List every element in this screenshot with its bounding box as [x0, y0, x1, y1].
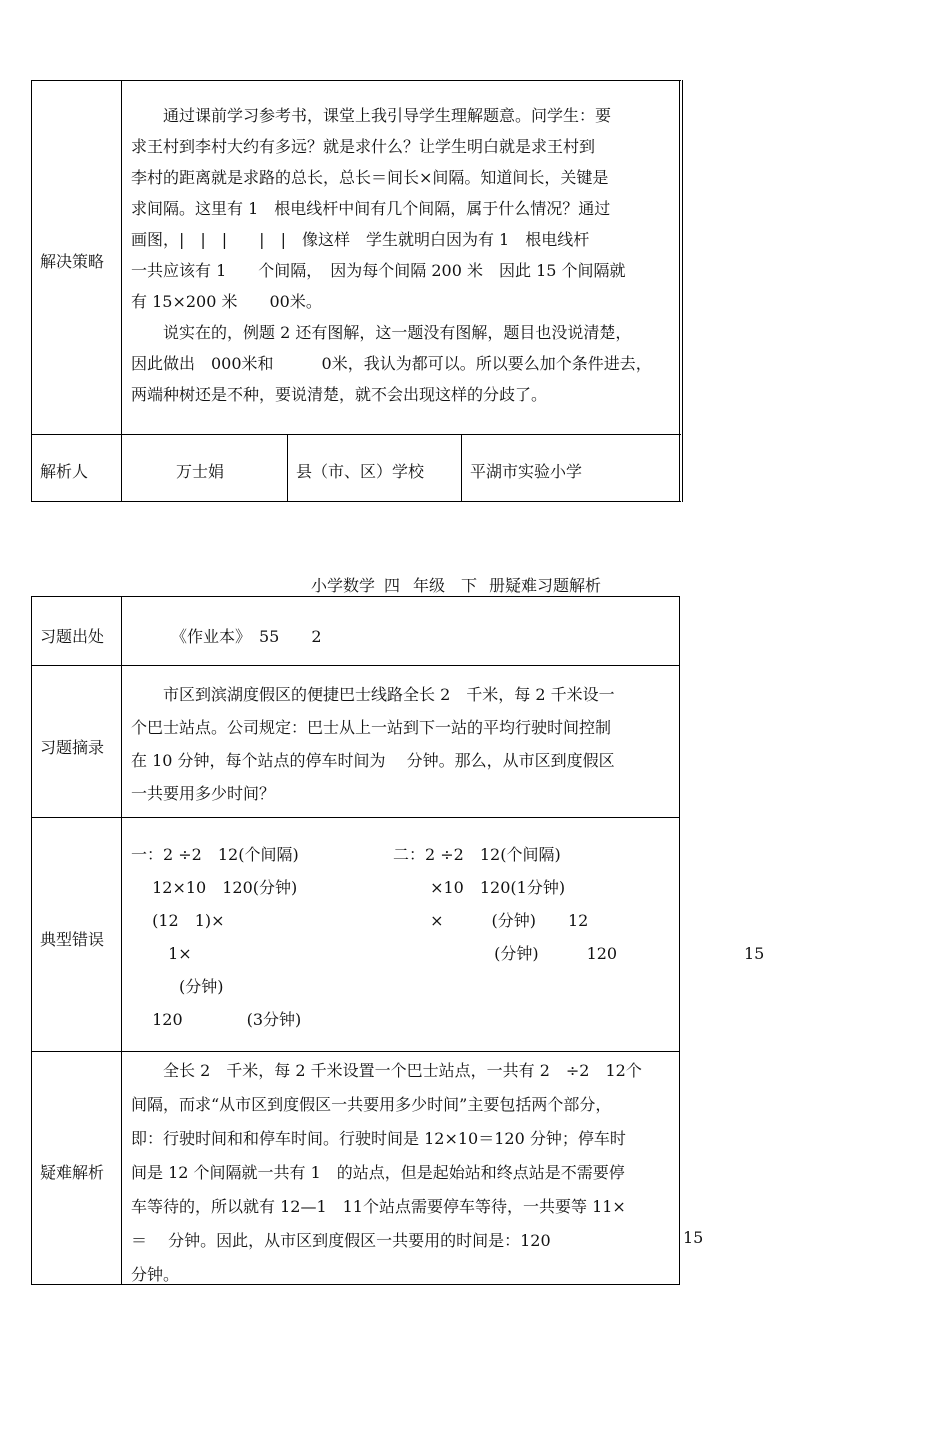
errors-margin-number: 15 [744, 944, 765, 963]
table2-divider-1 [31, 665, 680, 666]
table2-divider-2 [31, 817, 680, 818]
excerpt-label: 习题摘录 [40, 738, 105, 757]
heading-grade: 四 [375, 573, 409, 597]
text-line: 求王村到李村大约有多远？就是求什么？让学生明白就是求王村到 [131, 137, 596, 156]
text-line: 一：2 ÷2 12(个间隔) [131, 845, 299, 864]
table1-border-left [31, 80, 32, 502]
school-label: 县（市、区）学校 [296, 462, 425, 481]
heading-prefix: 小学数学 [311, 576, 376, 595]
table1-border-right-double [682, 80, 683, 502]
text-line: 画图，| | | | | 像这样 学生就明白因为有 1 根电线杆 [131, 230, 590, 249]
section-heading [311, 573, 601, 597]
text-line: 全长 2 千米，每 2 千米设置一个巴士站点，一共有 2 ÷2 12个 [131, 1061, 642, 1080]
table1-divider [31, 434, 681, 435]
source-text: 《作业本》 55 2 [171, 627, 322, 646]
analysis-margin-number: 15 [683, 1228, 704, 1247]
text-line: 二：2 ÷2 12(个间隔) [393, 845, 561, 864]
text-line: × (分钟) 12 [393, 911, 589, 930]
table1-label-divider [121, 80, 122, 502]
text-line: 个巴士站点。公司规定：巴士从上一站到下一站的平均行驶时间控制 [131, 718, 612, 737]
table1-cell-divider-2 [461, 434, 462, 502]
table2-border-right [679, 596, 680, 1285]
strategy-text [131, 100, 652, 410]
table2-border-left [31, 596, 32, 1285]
text-line: 12×10 120(分钟) [131, 878, 298, 897]
table1-border-right [679, 80, 680, 502]
text-line: 分钟。 [131, 1265, 180, 1284]
text-line: 有 15×200 米 00米。 [131, 292, 322, 311]
table1-border-top [31, 80, 681, 81]
text-line: 1× [131, 944, 192, 963]
errors-method-two [393, 838, 617, 970]
text-line: 市区到滨湖度假区的便捷巴士线路全长 2 千米，每 2 千米设一 [131, 685, 615, 704]
text-line: 车等待的，所以就有 12—1 11个站点需要停车等待，一共要等 11× [131, 1197, 626, 1216]
analyst-name: 万士娟 [176, 462, 225, 481]
strategy-label: 解决策略 [40, 252, 105, 271]
table2-border-top [31, 596, 680, 597]
analysis-label: 疑难解析 [40, 1163, 105, 1182]
text-line: 120 (3分钟) [131, 1010, 302, 1029]
table2-label-divider [121, 596, 122, 1285]
text-line: (12 1)× [131, 911, 225, 930]
text-line: 在 10 分钟，每个站点的停车时间为 分钟。那么，从市区到度假区 [131, 751, 615, 770]
analysis-text [131, 1054, 642, 1292]
source-label: 习题出处 [40, 627, 105, 646]
excerpt-text [131, 679, 615, 811]
heading-suffix: 册疑难习题解析 [489, 576, 602, 595]
analyst-label: 解析人 [40, 462, 89, 481]
text-line: ＝ 分钟。因此，从市区到度假区一共要用的时间是：120 [131, 1231, 551, 1250]
table1-cell-divider-1 [287, 434, 288, 502]
errors-method-one [131, 838, 301, 1036]
text-line: (分钟) 120 [393, 944, 618, 963]
text-line: 因此做出 000米和 0米，我认为都可以。所以要么加个条件进去， [131, 354, 652, 373]
text-line: ×10 120(1分钟) [393, 878, 566, 897]
text-line: 通过课前学习参考书，课堂上我引导学生理解题意。问学生：要 [131, 106, 612, 125]
heading-grade-suffix: 年级 [413, 576, 446, 595]
text-line: 即：行驶时间和和停车时间。行驶时间是 12×10＝120 分钟；停车时 [131, 1129, 626, 1148]
text-line: 一共应该有 1 个间隔， 因为每个间隔 200 米 因此 15 个间隔就 [131, 261, 626, 280]
heading-term: 下 [449, 573, 489, 597]
errors-label: 典型错误 [40, 930, 105, 949]
school-name: 平湖市实验小学 [470, 462, 583, 481]
text-line: 说实在的，例题 2 还有图解，这一题没有图解，题目也没说清楚， [131, 323, 632, 342]
text-line: 李村的距离就是求路的总长，总长＝间长×间隔。知道间长，关键是 [131, 168, 609, 187]
text-line: 间是 12 个间隔就一共有 1 的站点，但是起始站和终点站是不需要停 [131, 1163, 625, 1182]
text-line: 一共要用多少时间？ [131, 784, 276, 803]
table2-divider-3 [31, 1051, 680, 1052]
text-line: 两端种树还是不种，要说清楚，就不会出现这样的分歧了。 [131, 385, 548, 404]
text-line: 求间隔。这里有 1 根电线杆中间有几个间隔，属于什么情况？通过 [131, 199, 611, 218]
text-line: 间隔，而求“从市区到度假区一共要用多少时间”主要包括两个部分， [131, 1095, 612, 1114]
text-line: (分钟) [131, 977, 224, 996]
table1-border-bottom [31, 501, 681, 502]
